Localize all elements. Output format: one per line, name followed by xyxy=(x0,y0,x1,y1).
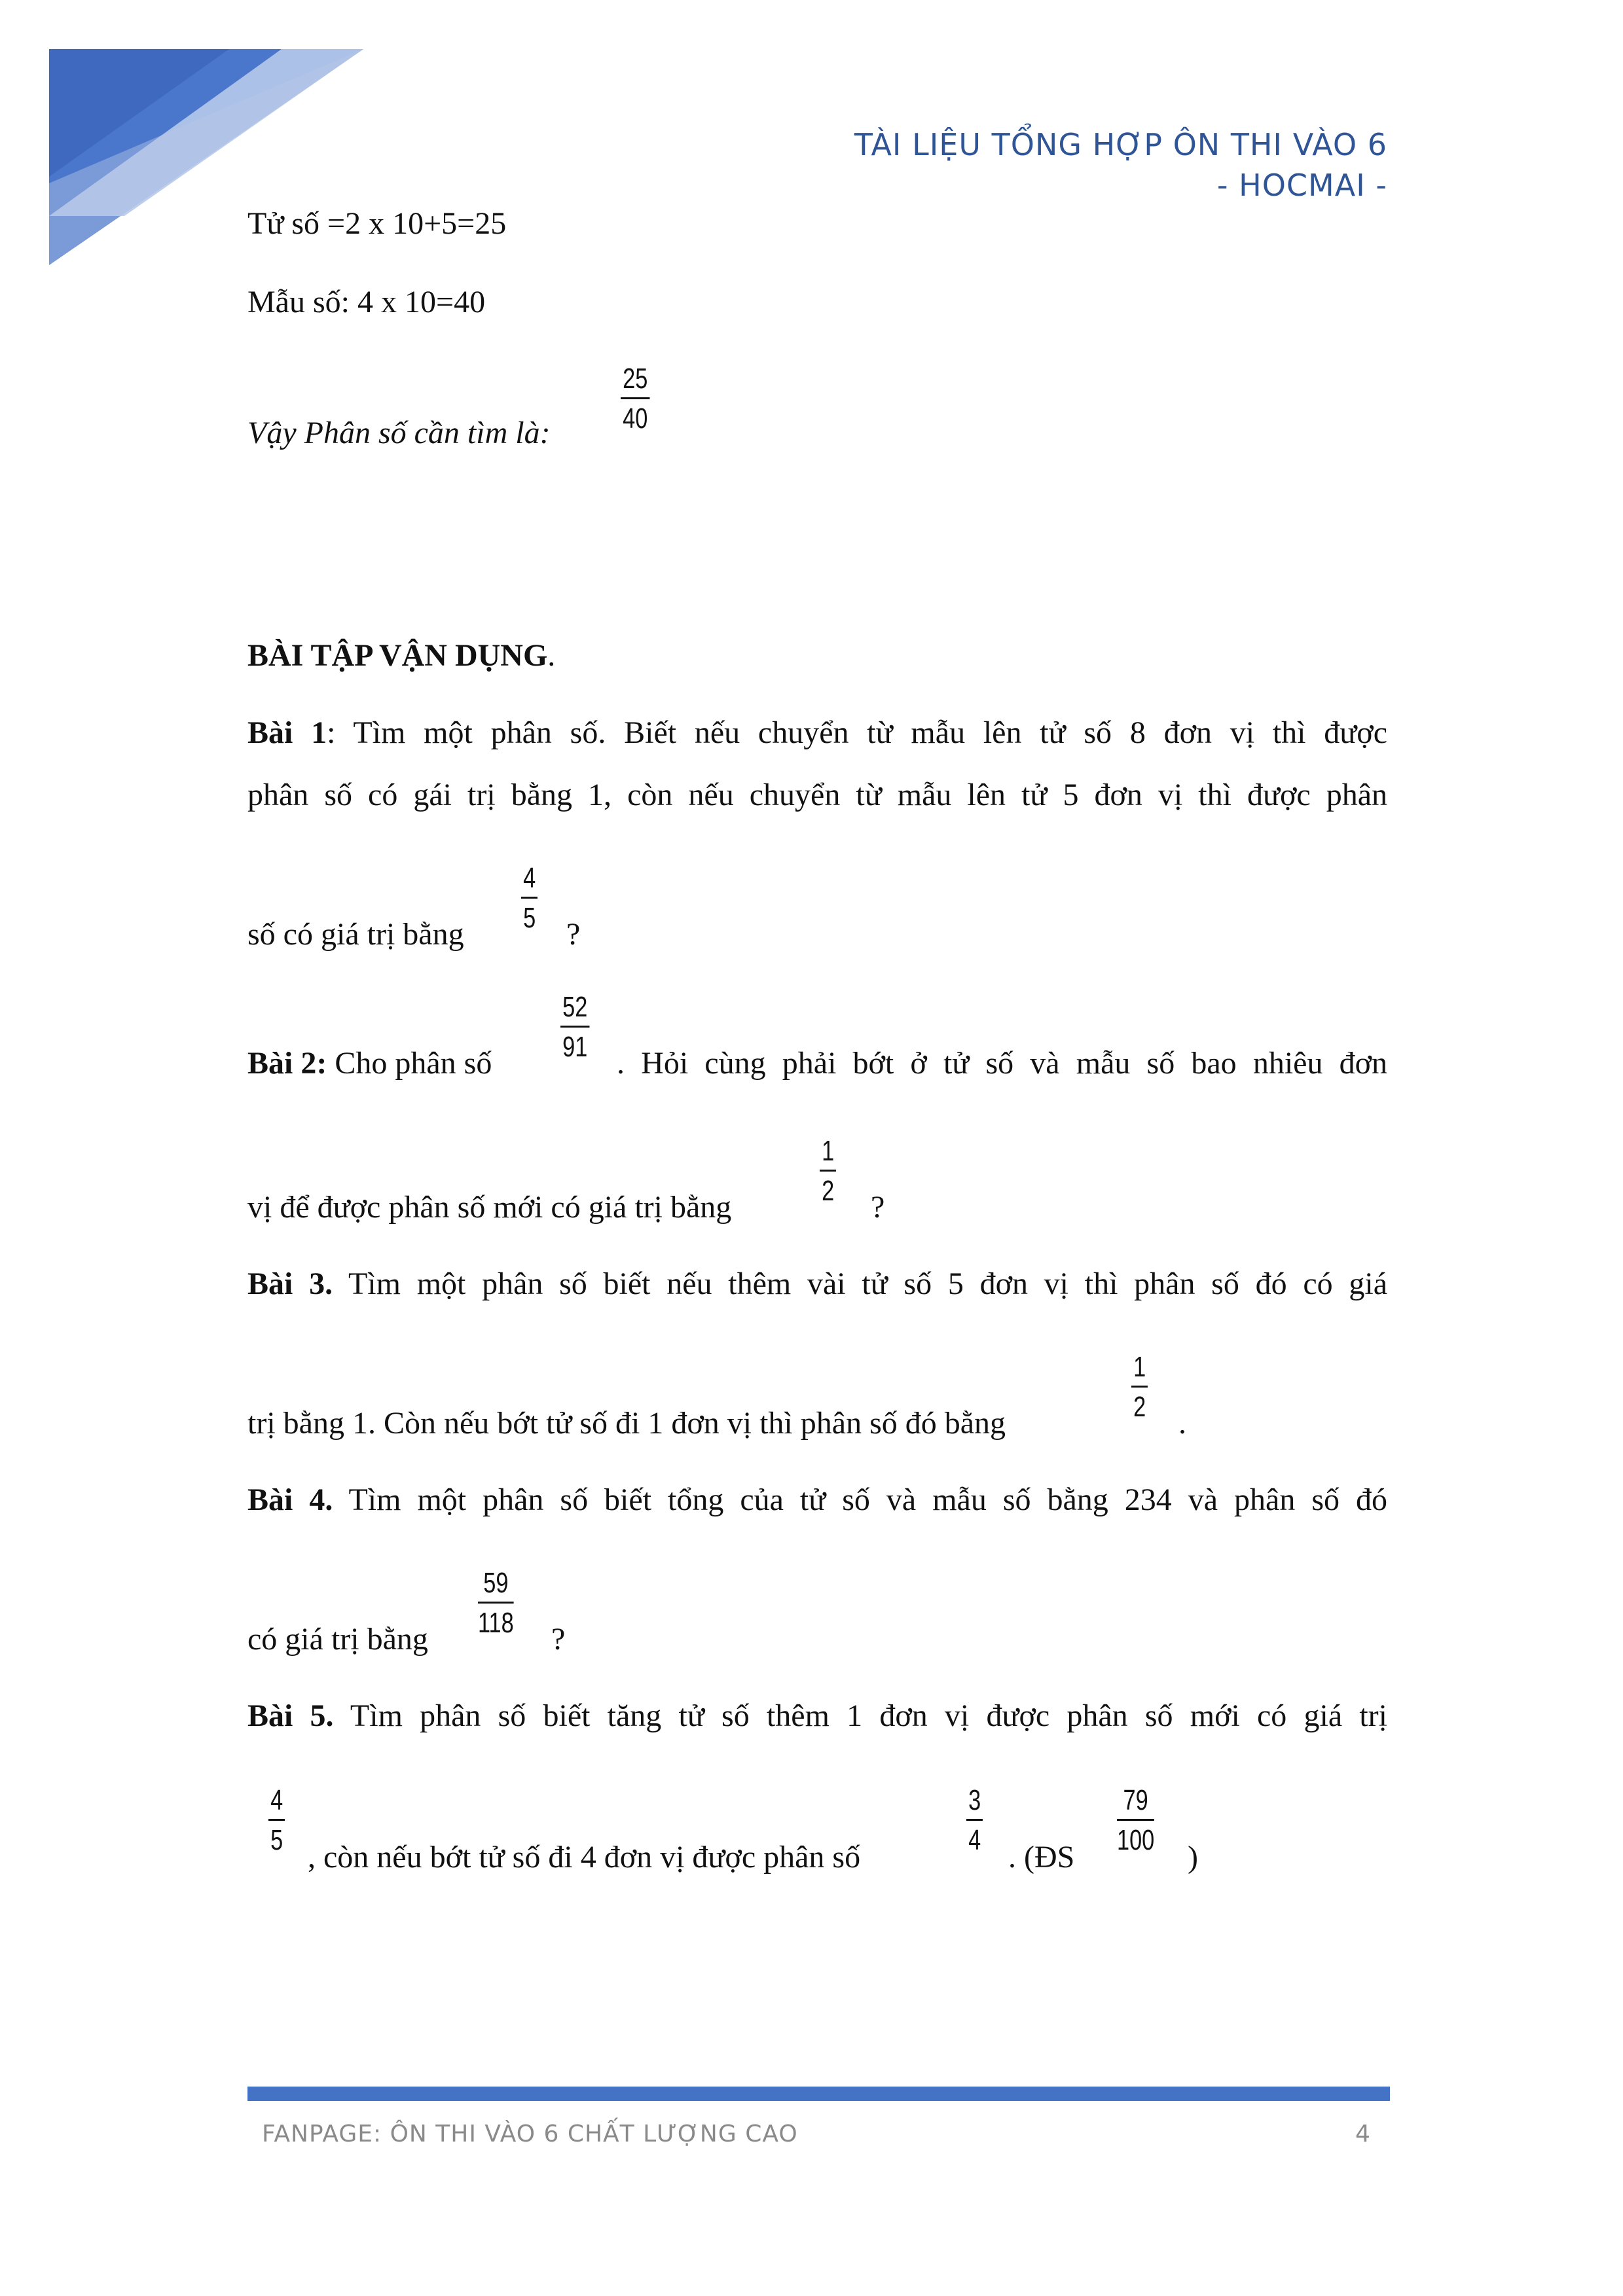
exercise-2-line-1b: . Hỏi cùng phải bớt ở tử số và mẫu số bao nhiêu đơn xyxy=(617,1046,1387,1081)
exercise-1-fraction: $\frac{4}{5}$ xyxy=(521,863,538,934)
exercise-3-fraction: $\frac{1}{2}$ xyxy=(1131,1352,1148,1423)
exercise-3-period: . xyxy=(1178,1406,1186,1441)
exercise-3-label: Bài 3. xyxy=(247,1266,333,1301)
footer-divider xyxy=(247,2087,1390,2101)
header-title: TÀI LIỆU TỔNG HỢP ÔN THI VÀO 6 xyxy=(854,127,1387,162)
exercise-5-answer-fraction: $\frac{79}{100}$ xyxy=(1117,1784,1155,1856)
answer-fraction xyxy=(621,363,649,435)
exercise-5-close-paren: ) xyxy=(1188,1840,1198,1874)
exercise-2-label: Bài 2: xyxy=(247,1046,327,1081)
exercise-5-label: Bài 5. xyxy=(247,1698,334,1733)
exercise-1-line-1: Bài 1: Tìm một phân số. Biết nếu chuyển từ mẫu lên tử số 8 đơn vị thì được xyxy=(247,715,1387,750)
exercise-2-line-1a: Bài 2: Cho phân số xyxy=(247,1046,492,1081)
fraction-denominator: 40 xyxy=(623,403,648,435)
document-header xyxy=(854,124,1387,206)
exercise-5-fraction-1: $\frac{4}{5}$ xyxy=(268,1785,285,1856)
section-heading xyxy=(247,636,1387,675)
exercise-5-line-1: Bài 5. Tìm phân số biết tăng tử số thêm 1 đơn vị được phân số mới có giá trị xyxy=(247,1698,1387,1733)
exercise-1-label: Bài 1 xyxy=(247,715,327,750)
exercise-2-line-2: vị để được phân số mới có giá trị bằng xyxy=(247,1190,732,1225)
section-title-period: . xyxy=(547,638,556,673)
exercise-5-fraction-2: $\frac{3}{4}$ xyxy=(966,1785,983,1856)
exercise-1-line-3: số có giá trị bằng xyxy=(247,917,464,952)
denominator-line: Mẫu số: 4 x 10=40 xyxy=(247,285,486,319)
exercise-5-answer-label: . (ĐS xyxy=(1008,1840,1075,1874)
exercise-3-line-1: Bài 3. Tìm một phân số biết nếu thêm vài tử số 5 đơn vị thì phân số đó có giá xyxy=(247,1266,1388,1301)
page-number: 4 xyxy=(1355,2121,1370,2147)
exercise-4-line-2: có giá trị bằng xyxy=(247,1622,428,1657)
exercise-1-question-mark: ? xyxy=(566,917,581,952)
numerator-line: Tử số =2 x 10+5=25 xyxy=(247,206,507,241)
exercise-2-question-mark: ? xyxy=(871,1190,885,1225)
footer-fanpage: FANPAGE: ÔN THI VÀO 6 CHẤT LƯỢNG CAO xyxy=(262,2121,798,2147)
exercise-2-fraction-1: $\frac{52}{91}$ xyxy=(560,992,589,1063)
answer-label: Vậy Phân số cần tìm là: xyxy=(247,416,551,450)
exercise-4-question-mark: ? xyxy=(551,1622,566,1657)
exercise-3-line-2: trị bằng 1. Còn nếu bớt tử số đi 1 đơn vị thì phân số đó bằng xyxy=(247,1406,1006,1441)
header-subtitle: - HOCMAI - xyxy=(1216,168,1387,203)
exercise-1-line-2: phân số có gái trị bằng 1, còn nếu chuyển từ mẫu lên tử 5 đơn vị thì được phân xyxy=(247,778,1387,812)
exercise-4-fraction: $\frac{59}{118}$ xyxy=(478,1567,514,1639)
exercise-5-line-2: , còn nếu bớt tử số đi 4 đơn vị được phân số xyxy=(308,1840,861,1874)
exercise-4-label: Bài 4. xyxy=(247,1482,333,1517)
fraction-numerator: 25 xyxy=(621,363,649,399)
section-title: BÀI TẬP VẬN DỤNG xyxy=(247,638,548,673)
exercise-2-fraction-2: $\frac{1}{2}$ xyxy=(820,1136,836,1207)
exercise-4-line-1: Bài 4. Tìm một phân số biết tổng của tử số và mẫu số bằng 234 và phân số đó xyxy=(247,1482,1387,1517)
